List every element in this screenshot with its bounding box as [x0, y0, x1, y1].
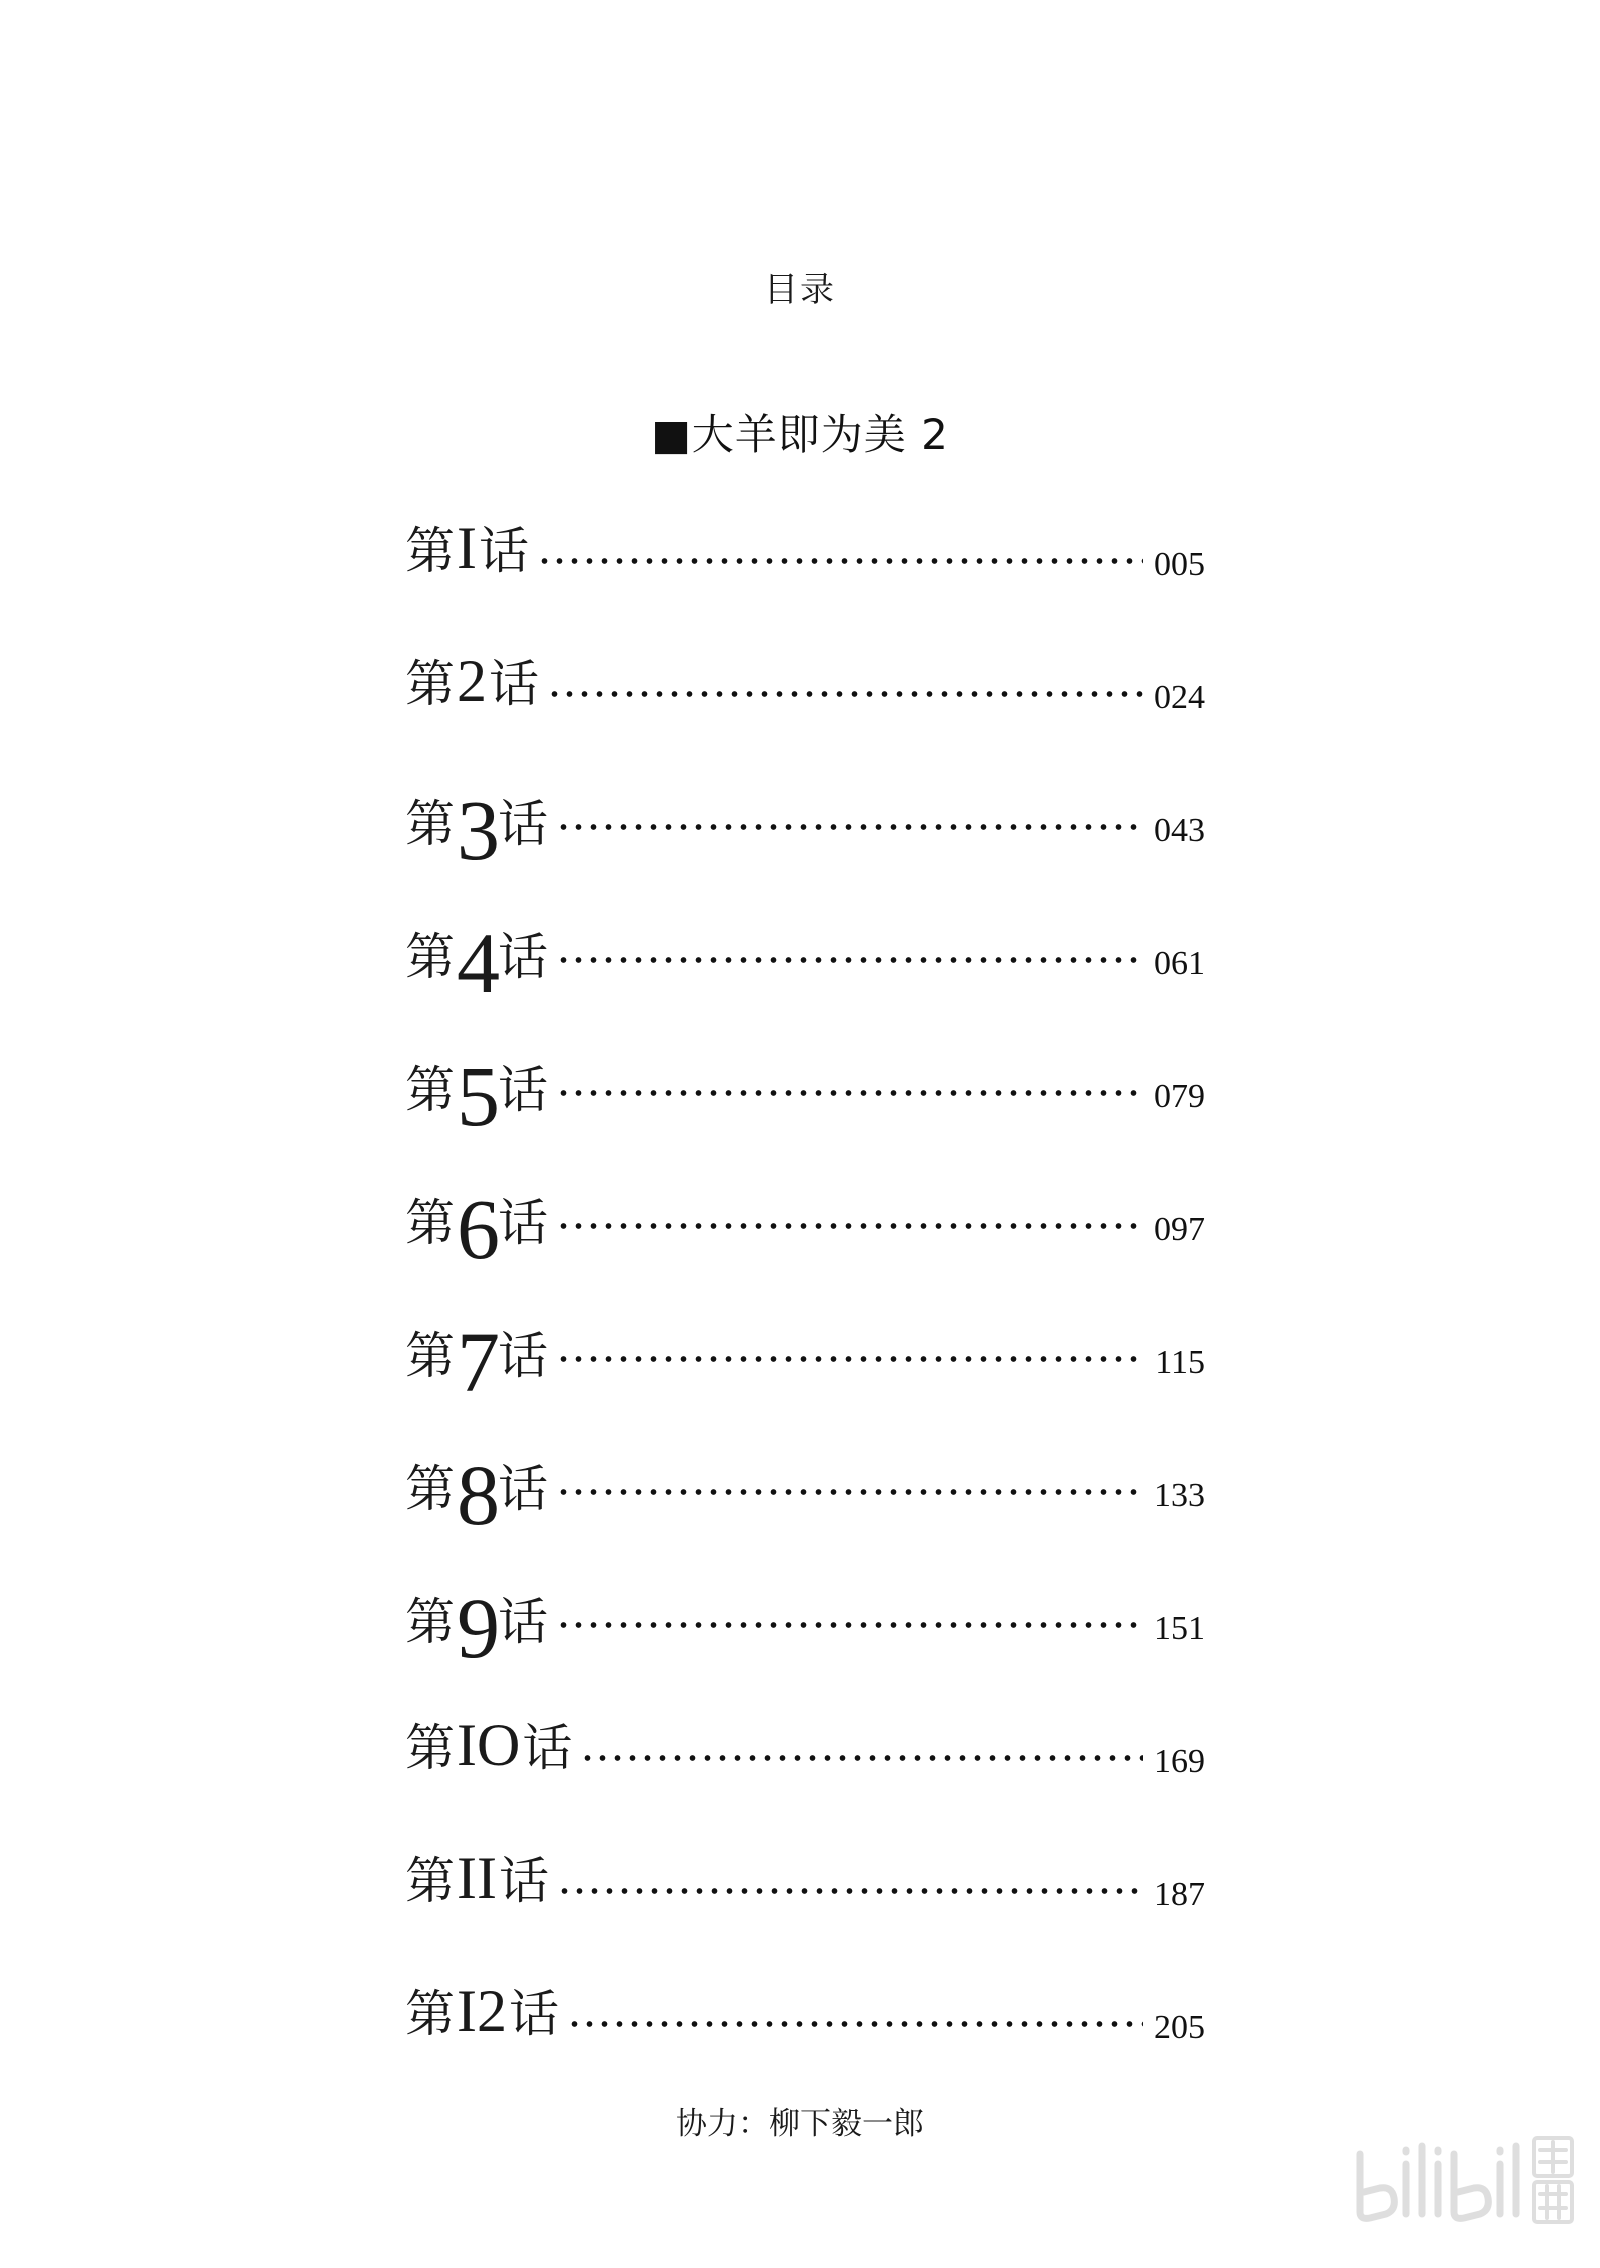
chapter-label: [405, 1708, 572, 1780]
chapter-prefix: 第: [405, 654, 455, 713]
chapter-number: I: [457, 514, 477, 581]
page-number: 205: [1154, 2008, 1205, 2046]
chapter-number: 6: [457, 1181, 498, 1277]
volume-title: ■大羊即为美 2: [651, 410, 949, 459]
dot-leader: [556, 1354, 1143, 1364]
page-number: 169: [1154, 1742, 1205, 1780]
chapter-number: 2: [457, 647, 487, 714]
page-number: 151: [1154, 1609, 1205, 1647]
chapter-prefix: 第: [405, 1593, 455, 1651]
toc-entry: [405, 613, 1205, 746]
chapter-number: 8: [457, 1447, 498, 1543]
chapter-suffix: 话: [478, 521, 529, 580]
page-number: 005: [1154, 545, 1205, 583]
chapter-prefix: 第: [405, 1327, 455, 1385]
chapter-suffix: 话: [498, 1327, 548, 1385]
chapter-suffix: 话: [498, 795, 548, 853]
toc-entry: [405, 480, 1205, 613]
dot-leader: [556, 1221, 1143, 1231]
chapter-number: IO: [457, 1711, 521, 1778]
toc-entry: [405, 1411, 1205, 1544]
chapter-label: [405, 1841, 549, 1913]
page-number: 024: [1154, 678, 1205, 716]
page-number: 079: [1154, 1077, 1205, 1115]
toc-entry: [405, 1677, 1205, 1810]
chapter-prefix: 第: [405, 795, 455, 853]
toc-entry: [405, 1943, 1205, 2076]
dot-leader: [556, 822, 1143, 832]
chapter-number: 9: [457, 1580, 498, 1676]
chapter-prefix: 第: [405, 1851, 455, 1910]
chapter-prefix: 第: [405, 928, 455, 986]
chapter-suffix: 话: [498, 1061, 548, 1119]
chapter-suffix: 话: [508, 1984, 559, 2043]
toc-entry: [405, 1145, 1205, 1278]
chapter-label: [405, 1035, 548, 1144]
toc-entry: [405, 1012, 1205, 1145]
bilibili-manga-logo-icon: [1350, 2124, 1580, 2234]
chapter-prefix: 第: [405, 521, 455, 580]
chapter-label: [405, 511, 529, 583]
page-number: 133: [1154, 1476, 1205, 1514]
chapter-label: [405, 644, 539, 716]
dot-leader: [557, 1886, 1143, 1896]
page-heading: 目录: [764, 270, 836, 310]
dot-leader: [567, 2019, 1143, 2029]
chapter-number: 5: [457, 1048, 498, 1144]
dot-leader: [547, 689, 1143, 699]
chapter-number: 7: [457, 1314, 498, 1410]
page-number: 043: [1154, 811, 1205, 849]
chapter-suffix: 话: [498, 1194, 548, 1252]
dot-leader: [556, 1487, 1143, 1497]
toc-entry: [405, 879, 1205, 1012]
chapter-number: 3: [457, 782, 498, 878]
chapter-label: [405, 1168, 548, 1277]
table-of-contents: [405, 480, 1205, 2076]
credit-line: 协力：柳下毅一郎: [676, 2106, 924, 2142]
chapter-prefix: 第: [405, 1194, 455, 1252]
chapter-label: [405, 769, 548, 878]
chapter-label: [405, 1567, 548, 1676]
page-number: 097: [1154, 1210, 1205, 1248]
toc-entry: [405, 746, 1205, 879]
page-number: 061: [1154, 944, 1205, 982]
chapter-label: [405, 1301, 548, 1410]
dot-leader: [556, 1088, 1143, 1098]
chapter-label: [405, 1974, 559, 2046]
page-number: 187: [1154, 1875, 1205, 1913]
toc-entry: [405, 1278, 1205, 1411]
chapter-prefix: 第: [405, 1460, 455, 1518]
chapter-number: I2: [457, 1977, 507, 2044]
chapter-number: II: [457, 1844, 497, 1911]
dot-leader: [556, 1620, 1143, 1630]
toc-entry: [405, 1810, 1205, 1943]
chapter-suffix: 话: [498, 1851, 549, 1910]
page-number: 115: [1155, 1343, 1205, 1381]
chapter-suffix: 话: [489, 654, 539, 713]
chapter-number: 4: [457, 915, 498, 1011]
chapter-suffix: 话: [498, 928, 548, 986]
chapter-prefix: 第: [405, 1061, 455, 1119]
dot-leader: [580, 1753, 1143, 1763]
chapter-suffix: 话: [498, 1460, 548, 1518]
dot-leader: [537, 556, 1143, 566]
toc-entry: [405, 1544, 1205, 1677]
chapter-prefix: 第: [405, 1718, 455, 1777]
dot-leader: [556, 955, 1143, 965]
chapter-suffix: 话: [522, 1718, 573, 1777]
chapter-label: [405, 902, 548, 1011]
chapter-label: [405, 1434, 548, 1543]
chapter-suffix: 话: [498, 1593, 548, 1651]
chapter-prefix: 第: [405, 1984, 455, 2043]
